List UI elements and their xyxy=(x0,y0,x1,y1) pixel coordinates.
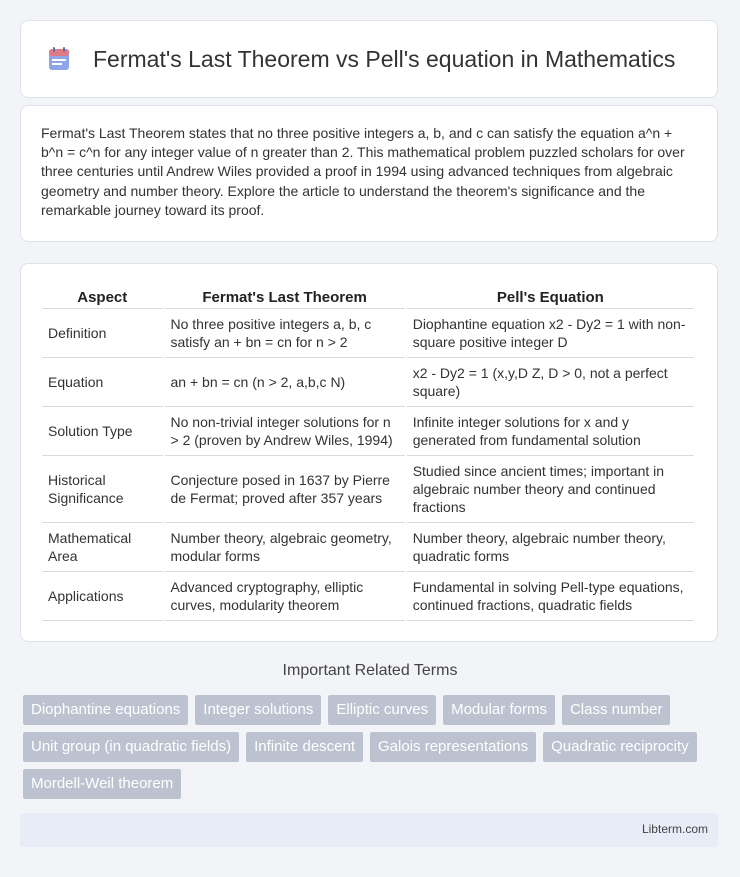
table-cell-pell: Infinite integer solutions for x and y generated from fundamental solution xyxy=(407,407,694,456)
table-cell-pell: Number theory, algebraic number theory, quadratic forms xyxy=(407,523,694,572)
related-term-tag[interactable]: Quadratic reciprocity xyxy=(543,732,697,762)
page-title: Fermat's Last Theorem vs Pell's equation in Mathematics xyxy=(93,46,676,72)
related-term-tag[interactable]: Unit group (in quadratic fields) xyxy=(23,732,239,762)
related-terms-list xyxy=(23,695,723,799)
table-cell-aspect: Equation xyxy=(42,358,163,407)
table-cell-fermat: an + bn = cn (n > 2, a,b,c N) xyxy=(165,358,405,407)
related-term-tag[interactable]: Elliptic curves xyxy=(328,695,436,725)
comparison-table xyxy=(40,284,696,621)
table-cell-pell: Diophantine equation x2 - Dy2 = 1 with non-square positive integer D xyxy=(407,309,694,358)
table-row xyxy=(42,358,694,407)
table-cell-fermat: Advanced cryptography, elliptic curves, modularity theorem xyxy=(165,572,405,621)
table-cell-pell: x2 - Dy2 = 1 (x,y,D Z, D > 0, not a perfect square) xyxy=(407,358,694,407)
related-term-tag[interactable]: Mordell-Weil theorem xyxy=(23,769,181,799)
table-row xyxy=(42,456,694,523)
footer-site-link[interactable]: Libterm.com xyxy=(641,822,708,836)
table-row xyxy=(42,523,694,572)
related-term-tag[interactable]: Galois representations xyxy=(370,732,536,762)
table-cell-aspect: Mathematical Area xyxy=(42,523,163,572)
header-aspect: Aspect xyxy=(42,284,163,309)
related-term-tag[interactable]: Diophantine equations xyxy=(23,695,188,725)
related-terms-title: Important Related Terms xyxy=(282,662,458,679)
header-fermat: Fermat's Last Theorem xyxy=(165,284,405,309)
header-pell: Pell's Equation xyxy=(407,284,694,309)
intro-text: Fermat's Last Theorem states that no three positive integers a, b, and c can satisfy the equation a^n + b^n = c^n for any integer value of n greater than 2. This mathematical problem puzzled scholars for over three centuries until Andrew Wiles provided a proof in 1994 using advanced techniques from algebraic geometry and number theory. Explore the article to understand the theorem's significance and the remarkable journey toward its proof. xyxy=(41,125,685,218)
table-cell-pell: Studied since ancient times; important in algebraic number theory and continued fractions xyxy=(407,456,694,523)
table-cell-fermat: No non-trivial integer solutions for n > 2 (proven by Andrew Wiles, 1994) xyxy=(165,407,405,456)
related-term-tag[interactable]: Class number xyxy=(562,695,671,725)
table-header-row xyxy=(42,284,694,309)
table-row xyxy=(42,309,694,358)
related-term-tag[interactable]: Infinite descent xyxy=(246,732,363,762)
table-row xyxy=(42,572,694,621)
table-cell-fermat: Conjecture posed in 1637 by Pierre de Fermat; proved after 357 years xyxy=(165,456,405,523)
calendar-book-icon xyxy=(46,46,72,72)
header-card xyxy=(20,20,718,98)
related-term-tag[interactable]: Integer solutions xyxy=(195,695,321,725)
comparison-table-card xyxy=(20,263,718,642)
table-cell-aspect: Solution Type xyxy=(42,407,163,456)
table-cell-fermat: No three positive integers a, b, c satisfy an + bn = cn for n > 2 xyxy=(165,309,405,358)
table-cell-aspect: Definition xyxy=(42,309,163,358)
table-row xyxy=(42,407,694,456)
intro-card xyxy=(20,105,718,242)
table-cell-aspect: Applications xyxy=(42,572,163,621)
related-term-tag[interactable]: Modular forms xyxy=(443,695,555,725)
footer-bar xyxy=(20,813,718,847)
table-cell-fermat: Number theory, algebraic geometry, modular forms xyxy=(165,523,405,572)
table-cell-aspect: Historical Significance xyxy=(42,456,163,523)
table-cell-pell: Fundamental in solving Pell-type equations, continued fractions, quadratic fields xyxy=(407,572,694,621)
